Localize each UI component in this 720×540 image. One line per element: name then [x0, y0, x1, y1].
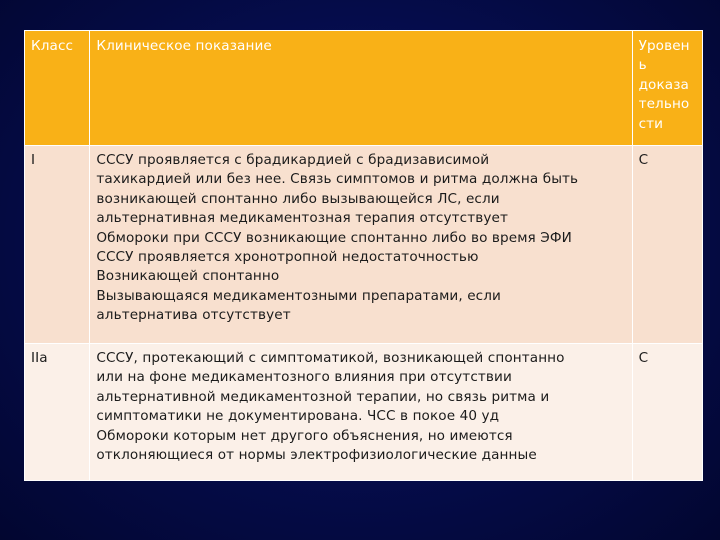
description-line: отклоняющиеся от нормы электрофизиологические данные: [96, 447, 537, 464]
description-line: тахикардией или без нее. Связь симптомов и ритма должна быть: [96, 171, 579, 188]
description-line: Обмороки которым нет другого объяснения, но имеются: [96, 427, 513, 444]
header-indication: Клиническое показание: [90, 31, 632, 146]
header-level-line: сти: [638, 115, 664, 132]
header-level-line: Уровен: [638, 38, 690, 54]
description-line: альтернативной медикаментозной терапии, но связь ритма и: [96, 388, 550, 405]
header-level-line: доказа: [638, 76, 689, 93]
row-evidence-level: С: [632, 344, 702, 481]
description-line: или на фоне медикаментозного влияния при отсутствии: [96, 369, 512, 386]
description-line: возникающей спонтанно либо вызывающейся ЛС, если: [96, 190, 500, 207]
description-line: альтернативная медикаментозная терапия отсутствует: [96, 210, 508, 227]
description-line: Вызывающаяся медикаментозными препаратами, если: [96, 287, 501, 304]
header-level-line: тельно: [638, 96, 690, 113]
header-class: Класс: [25, 31, 90, 146]
header-level-line: ь: [638, 57, 647, 74]
description-line: альтернатива отсутствует: [96, 307, 291, 324]
row-description: [90, 344, 632, 481]
description-line: Обмороки при СССУ возникающие спонтанно либо во время ЭФИ: [96, 229, 572, 246]
header-evidence-level: [632, 31, 702, 146]
description-line: СССУ проявляется с брадикардией с брадизависимой: [96, 152, 490, 168]
description-line: симптоматики не документирована. ЧСС в покое 40 уд: [96, 408, 500, 425]
table-row: [25, 344, 703, 481]
table-header-row: [25, 31, 703, 146]
description-line: Возникающей спонтанно: [96, 268, 280, 285]
description-line: СССУ, протекающий с симптоматикой, возникающей спонтанно: [96, 350, 565, 366]
row-class: IIa: [25, 344, 90, 481]
table-row: [25, 146, 703, 344]
row-description: [90, 146, 632, 344]
recommendations-table: [24, 30, 703, 481]
row-evidence-level: С: [632, 146, 702, 344]
description-line: СССУ проявляется хронотропной недостаточностью: [96, 249, 479, 266]
row-class: I: [25, 146, 90, 344]
